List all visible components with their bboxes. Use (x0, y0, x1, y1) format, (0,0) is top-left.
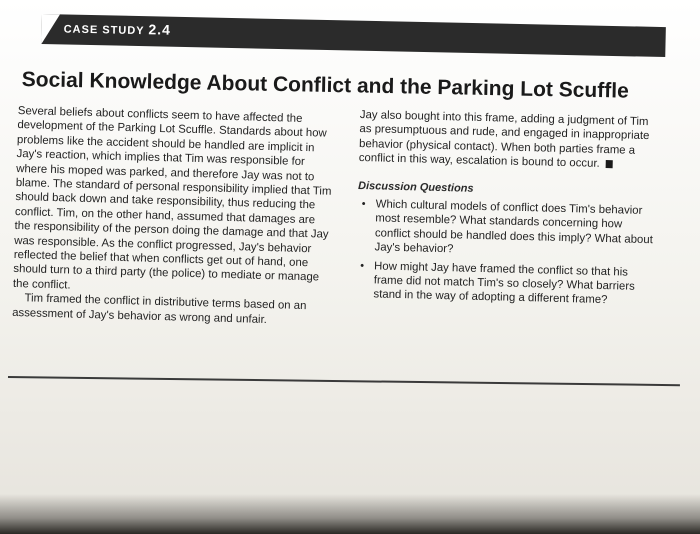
case-study-title: Social Knowledge About Conflict and the Parking Lot Scuffle (21, 68, 629, 103)
case-study-number: 2.4 (148, 21, 172, 38)
left-column (12, 104, 334, 329)
discussion-question (355, 259, 656, 310)
left-paragraph-2: Tim framed the conflict in distributive terms based on an assessment of Jay's behavior as wrong and unfair. (12, 292, 307, 326)
bullet-icon: • (361, 198, 366, 211)
discussion-questions-list (355, 197, 657, 309)
discussion-question-text: How might Jay have framed the conflict so that his frame did not match Tim's so closely? What barriers stand in the way of adopting a different frame? (373, 260, 635, 307)
right-column (355, 108, 660, 313)
banner-label-text: CASE STUDY (63, 23, 145, 38)
right-paragraph-1-text: Jay also bought into this frame, adding a judgment of Tim as presumptuous and rude, and engaged in inappropriate behavior (physical contact). When both parties frame a conflict in this way, escalation is bound to occur. (358, 108, 650, 171)
end-of-case-square-icon (606, 160, 613, 168)
banner-notch (41, 14, 60, 44)
discussion-question (356, 197, 657, 262)
right-paragraph-1 (359, 108, 660, 173)
case-study-banner (41, 14, 665, 57)
page-bottom-shadow (0, 494, 700, 534)
discussion-questions-heading: Discussion Questions (357, 179, 474, 195)
bullet-icon: • (360, 259, 365, 272)
left-paragraph-1: Several beliefs about conflicts seem to have affected the development of the Parking Lot Scuffle. Standards about how problems like the accident should be handled are implicit in Jay's reaction, which implies that Tim was responsible for where his moped was parked, and therefore Jay was not to blame. The standard of personal responsibility implied that Tim should back down and take responsibility, thus reducing the conflict. Tim, on the other hand, assumed that damages are the responsibility of the person doing the damage and that Jay was responsible. As the conflict progressed, Jay's behavior reflected the belief that when conflicts get out of hand, one should turn to a third party (the police) to mediate or manage the conflict. (12, 104, 332, 292)
discussion-question-text: Which cultural models of conflict does Tim's behavior most resemble? What standards concerning how conflict should be handled does this imply? What about Jay's behavior? (374, 198, 653, 256)
section-divider-rule (8, 376, 680, 386)
banner-label (64, 19, 172, 37)
